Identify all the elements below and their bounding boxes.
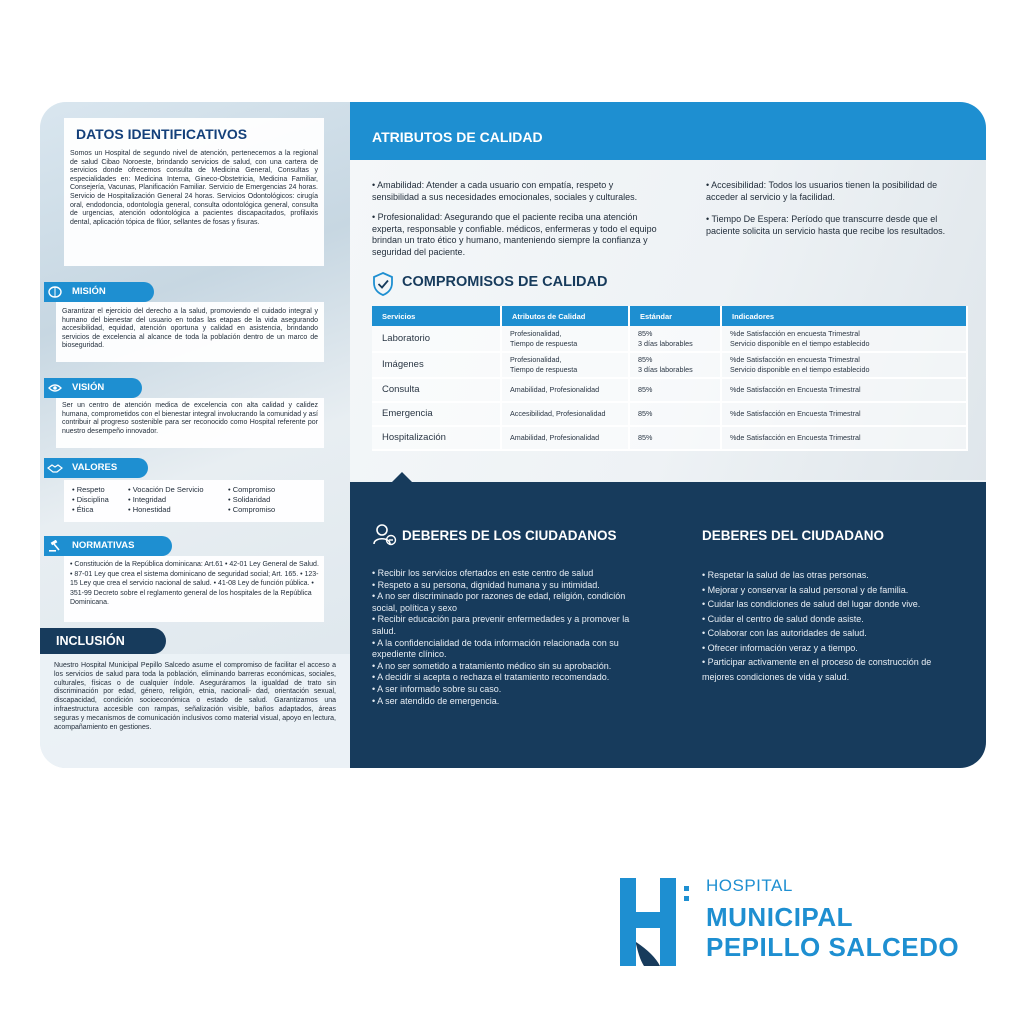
cell-estandar: 85% 3 días laborables: [629, 352, 721, 378]
logo-line-municipal: MUNICIPAL: [706, 902, 854, 932]
vision-header: [44, 378, 142, 398]
compromisos-table: [372, 306, 968, 451]
cell-servicio: Laboratorio: [372, 326, 501, 352]
hospital-logo: [614, 872, 984, 972]
shield-check-icon: [372, 272, 394, 301]
valor-item: • Solidaridad: [228, 495, 271, 504]
cell-servicio: Hospitalización: [372, 426, 501, 450]
datos-box: [64, 118, 324, 266]
cell-indicadores: %de Satisfacción en Encuesta Trimestral: [721, 402, 967, 426]
cell-estandar: 85% 3 días laborables: [629, 326, 721, 352]
list-item: • Respeto a su persona, dignidad humana y su intimidad.: [372, 579, 600, 590]
datos-title: DATOS IDENTIFICATIVOS: [76, 126, 248, 142]
col-header-estandar: Estándar: [629, 306, 721, 326]
gavel-icon: [44, 536, 66, 556]
info-card: [40, 102, 986, 768]
atributo-amabilidad: • Amabilidad: Atender a cada usuario con empatía, respeto y sensibilidad a sus necesidades emocionales, sociales y culturales.: [372, 180, 638, 202]
valor-item: • Honestidad: [128, 505, 171, 514]
normativas-box: [64, 556, 324, 622]
mision-box: [56, 302, 324, 362]
list-item: • A ser atendido de emergencia.: [372, 695, 500, 706]
eye-icon: [44, 378, 66, 398]
table-header-row: [372, 306, 967, 326]
atributos-header-band: [350, 102, 986, 160]
atributo-tiempo-espera: • Tiempo De Espera: Período que transcurre desde que el paciente solicita un servicio hasta que recibe los resultados.: [706, 214, 946, 236]
cell-atributos: Profesionalidad, Tiempo de respuesta: [501, 326, 629, 352]
inclusion-header: INCLUSIÓN: [40, 628, 166, 654]
cell-indicadores: %de Satisfacción en encuesta Trimestral Servicio disponible en el tiempo establecido: [721, 326, 967, 352]
atributo-accesibilidad: • Accesibilidad: Todos los usuarios tienen la posibilidad de acceder al servicio y la facilidad.: [706, 180, 938, 202]
cell-indicadores: %de Satisfacción en Encuesta Trimestral: [721, 426, 967, 450]
cell-servicio: Consulta: [372, 378, 501, 402]
cell-atributos: Amabilidad, Profesionalidad: [501, 426, 629, 450]
right-column: [350, 102, 986, 768]
mision-title: MISIÓN: [72, 286, 106, 297]
atributo-profesionalidad: • Profesionalidad: Asegurando que el paciente reciba una atención experta, responsable y confiable. médicos, enfermeras y todo el equipo brindan un trato ético y humano, manteniendo siempre la confianza y seguridad del paciente.: [372, 212, 657, 257]
deberes-ciudadano-list: [702, 568, 942, 684]
h-logo-icon: [614, 872, 698, 972]
list-item: • A no ser sometido a tratamiento médico sin su aprobación.: [372, 660, 612, 671]
vision-title: VISIÓN: [72, 382, 105, 393]
datos-text: Somos un Hospital de segundo nivel de atención, pertenecemos a la regional de salud Cibao Noroeste, brindando servicios de salud, con una cartera de servicios donde ofrecemos consulta de Medicina General, Consultas y especialidades en: Medicina Interna, Gineco-Obstetricia, Medicina Familiar, Consejería, Vacunas, Planificación Familiar. Servicio de Emergencias 24 horas. Servicio de Hospitalización General 24 horas. Servicios Odontológicos: cirugía oral, endodoncia, odontología general, consulta odontológica general, consulta de urgencias, atención odontológica a pacientes discapacitados, profilaxis dental, aplicación tópica de flúor, sellantes de fosas y fisuras.: [70, 150, 318, 226]
cell-estandar: 85%: [629, 426, 721, 450]
deberes-ciudadanos-list: [372, 568, 652, 707]
list-item: • A la confidencialidad de toda información relacionada con su expediente clínico.: [372, 637, 619, 660]
handshake-icon: [44, 458, 66, 478]
brain-icon: [44, 282, 66, 302]
valor-item: • Integridad: [128, 495, 167, 504]
table-row: [372, 352, 967, 378]
cell-servicio: Imágenes: [372, 352, 501, 378]
col-header-indicadores: Indicadores: [721, 306, 967, 326]
cell-estandar: 85%: [629, 402, 721, 426]
people-icon: [372, 522, 398, 553]
list-item: • Cuidar las condiciones de salud del lugar donde vive.: [702, 599, 921, 609]
inclusion-text: Nuestro Hospital Municipal Pepillo Salcedo asume el compromiso de facilitar el acceso a los servicios de salud para toda la población, eliminando barreras económicas, sociales, culturales, físicas o de cualquier índole. Aseguráramos la igualdad de trato sin discriminación por edad, género, religión, etnia, nacionali- dad, orientación sexual, discapacidad, condición socioeconómica o estado de salud. Garantizamos una infraestructura accesible con rampas, señalización visible, baños adaptados, áreas seguras y mecanismos de comunicación inclusivos como material visual, apoyo en lectura, acompañamiento en gestiones.: [54, 662, 336, 731]
logo-line-pepillo-salcedo: PEPILLO SALCEDO: [706, 932, 960, 962]
list-item: • A no ser discriminado por razones de edad, religión, condición social, política y sexo: [372, 591, 626, 613]
logo-line-hospital: HOSPITAL: [706, 876, 793, 895]
list-item: • A ser informado sobre su caso.: [372, 683, 502, 694]
cell-atributos: Amabilidad, Profesionalidad: [501, 378, 629, 402]
deberes-ciudadano-title: DEBERES DEL CIUDADANO: [702, 528, 885, 543]
inclusion-box: [40, 654, 350, 768]
table-row: [372, 402, 967, 426]
valor-item: • Disciplina: [72, 495, 109, 504]
table-row: [372, 426, 967, 450]
list-item: • Colaborar con las autoridades de salud.: [702, 628, 867, 638]
normativas-title: NORMATIVAS: [72, 540, 135, 551]
cell-estandar: 85%: [629, 378, 721, 402]
col-header-atributos: Atributos de Calidad: [501, 306, 629, 326]
valores-header: [44, 458, 148, 478]
left-column: [40, 102, 350, 768]
list-item: • Recibir los servicios ofertados en este centro de salud: [372, 568, 594, 578]
atributos-area: [350, 160, 986, 480]
normativas-header: [44, 536, 172, 556]
cell-indicadores: %de Satisfacción en encuesta Trimestral Servicio disponible en el tiempo establecido: [721, 352, 967, 378]
vision-box: [56, 398, 324, 448]
deberes-section: [350, 482, 986, 768]
mision-header: [44, 282, 154, 302]
list-item: • Recibir educación para prevenir enfermedades y a promover la salud.: [372, 614, 630, 636]
cell-atributos: Accesibilidad, Profesionalidad: [501, 402, 629, 426]
normativas-text: • Constitución de la República dominicana: Art.61 • 42-01 Ley General de Salud. • 87-01 Ley que crea el sistema dominicano de seguridad social; Art. 165. • 123-15 Ley que crea el servicio nacional de salud. • 41-08 Ley de función pública. • 351-99 Decreto sobre el reglamento general de los hospitales de la República Dominicana.: [70, 561, 319, 607]
atributos-title: ATRIBUTOS DE CALIDAD: [372, 129, 543, 145]
list-item: • Participar activamente en el proceso de construcción de mejores condiciones de vida y salud.: [702, 657, 932, 682]
list-item: • Respetar la salud de las otras personas.: [702, 570, 869, 580]
list-item: • Ofrecer información veraz y a tiempo.: [702, 642, 858, 653]
table-row: [372, 378, 967, 402]
valor-item: • Compromiso: [228, 505, 276, 514]
compromisos-title: COMPROMISOS DE CALIDAD: [402, 274, 608, 290]
section-notch: [390, 472, 414, 484]
valor-item: • Compromiso: [228, 485, 276, 494]
valores-box: [64, 480, 324, 522]
valores-title: VALORES: [72, 462, 118, 473]
list-item: • Cuidar el centro de salud donde asiste.: [702, 613, 864, 624]
mision-text: Garantizar el ejercicio del derecho a la salud, promoviendo el cuidado integral y humano del bienestar del usuario en todas las etapas de la vida asegurando accesibilidad, equidad, atención oportuna y calidad en asistencia, brindando servicios de excelencia al alcance de toda la población dentro de un marco de bioseguridad.: [62, 308, 318, 350]
vision-text: Ser un centro de atención medica de excelencia con alta calidad y calidez humana, comprometidos con el bienestar integral involucrando la comunidad y así contribuir al progreso sostenible para ser reconocido como Hospital referente por nuestro desempeño innovador.: [62, 402, 318, 435]
list-item: • Mejorar y conservar la salud personal y de familia.: [702, 584, 909, 595]
valor-item: • Respeto: [72, 485, 105, 494]
valor-item: • Vocación De Servicio: [128, 485, 204, 494]
deberes-ciudadanos-title: DEBERES DE LOS CIUDADANOS: [402, 528, 617, 543]
cell-indicadores: %de Satisfacción en Encuesta Trimestral: [721, 378, 967, 402]
cell-servicio: Emergencia: [372, 402, 501, 426]
cell-atributos: Profesionalidad, Tiempo de respuesta: [501, 352, 629, 378]
list-item: • A decidir si acepta o rechaza el tratamiento recomendado.: [372, 672, 610, 683]
col-header-servicios: Servicios: [372, 306, 501, 326]
valores-list: [72, 485, 322, 519]
table-row: [372, 326, 967, 352]
valor-item: • Ética: [72, 505, 94, 514]
